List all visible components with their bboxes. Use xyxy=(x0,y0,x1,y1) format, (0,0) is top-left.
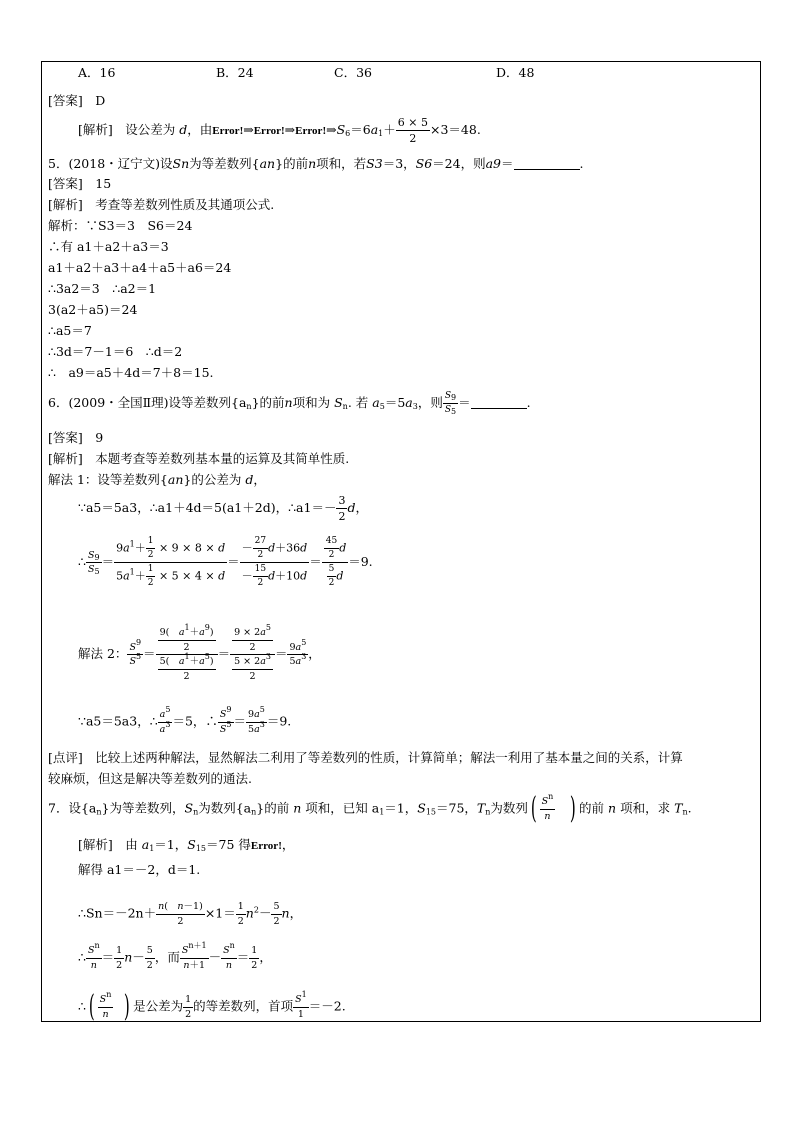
option-d: D．48 xyxy=(496,65,535,80)
q7-line5: ∴( $\frac{S^n}{n}$ ) 是公差为 $\frac{1}{2}$ 的等差数列，首项 $\frac{S^1}{1}$ ＝－2. xyxy=(78,989,346,1024)
option-a: A．16 xyxy=(78,65,116,80)
q7-line4: ∴ $\frac{S^n}{n}$ ＝ $\frac{1}{2}$ n－ $\frac{5}{2}$ ，而 $\frac{S^{n+1}}{n+1}$ － $\frac{S^n}{n}$ ＝ $\frac{1}{2}$ ， xyxy=(78,941,272,971)
q5-analysis: [解析] 考查等差数列性质及其通项公式. xyxy=(48,197,275,212)
q5-line: ∴a5＝7 xyxy=(48,323,92,338)
comment-line2: 较麻烦，但这是解决等差数列的通法. xyxy=(48,771,252,786)
q6-answer: [答案] 9 xyxy=(48,430,104,445)
q5-line: ∴3d＝7－1＝6 ∴d＝2 xyxy=(48,344,183,359)
q5-answer: [答案] 15 xyxy=(48,176,112,191)
answer-blank xyxy=(514,157,580,170)
q7-solve: 解得 a1＝－2，d＝1. xyxy=(78,862,201,877)
q7-analysis: [解析] 由 $a_1=1$，$S_{15}=75$ 得Error!， xyxy=(78,837,295,853)
q5-line: ∴有 a1＋a2＋a3＝3 xyxy=(48,239,169,254)
q6-analysis: [解析] 本题考查等差数列基本量的运算及其简单性质. xyxy=(48,451,350,466)
q4-analysis: [解析] 设公差为 d，由$Error!\Rightarrow Error!\Rightarrow Error!\Rightarrow S_6=6a_1+$ $\frac{6 \times 5}{2}$ ×3＝48. xyxy=(78,116,481,145)
q7-sn: ∴Sn＝－2n＋ $\frac{n( n-1)}{2}$ ×1＝ $\frac{1}{2}$ $n^2-$ $\frac{5}{2}$ n， xyxy=(78,901,303,927)
q5-line: 解析：∵S3＝3 S6＝24 xyxy=(48,218,193,233)
q4-answer: [答案] D xyxy=(48,93,106,108)
q6-stem: 6．(2009・全国Ⅱ理)设等差数列$\{a_n\}$的前n项和为 $S_n$. 若 $a_5=5a_3$，则 $\frac{S_9}{S_5}$ ＝ . xyxy=(48,391,531,416)
q5-line: ∴3a2＝3 ∴a2＝1 xyxy=(48,281,157,296)
q6-method2-because: ∵a5＝5a3，∴ $\frac{a^5}{a^3}$ ＝5，∴ $\frac{S^9}{S^5}$ ＝ $\frac{9a^5}{5a^3}$ ＝9. xyxy=(78,705,292,735)
q5-line: 3(a2＋a5)＝24 xyxy=(48,302,138,317)
q6-method1-because: ∵a5＝5a3，∴a1＋4d＝5(a1＋2d)，∴a1＝－ $\frac{3}{2}$ d， xyxy=(78,494,368,523)
option-c: C．36 xyxy=(334,65,372,80)
q6-method2-calc: 解法 2： $\frac{S^9}{S^5}$ ＝ $\frac{\frac{9( a^1+a^9)}{2}}{\frac{5( a^1+a^5)}{2}}$ ＝ $\frac{\frac{9 \times 2a^5}{2}}{\frac{5 \times 2a^3}{2}}$ ＝ $\frac{9a^5}{5a^3}$ ， xyxy=(78,623,321,682)
q5-line: a1＋a2＋a3＋a4＋a5＋a6＝24 xyxy=(48,260,232,275)
document-frame xyxy=(41,61,761,1022)
option-b: B．24 xyxy=(216,65,254,80)
q5-stem: 5．(2018・辽宁文)设Sn为等差数列{an}的前n项和，若S3＝3，S6＝24，则a9＝ . xyxy=(48,156,584,171)
q5-line: ∴ a9＝a5＋4d＝7＋8＝15. xyxy=(48,365,214,380)
q7-stem: 7．设$\{a_n\}$为等差数列，$S_n$为数列$\{a_n\}$的前 n 项和，已知 $a_1=1$，$S_{15}=75$，$T_n$为数列( $\frac{S^n}{n}$ ) 的前 n 项和，求 $T_n$. xyxy=(48,791,692,826)
comment-line1: [点评] 比较上述两种解法，显然解法二利用了等差数列的性质，计算简单；解法一利用了基本量之间的关系，计算 xyxy=(48,750,683,765)
q6-method1-label: 解法 1：设等差数列{an}的公差为 d， xyxy=(48,472,266,487)
q6-method1-calc: ∴ $\frac{S_9}{S_5}$ ＝ $9a^1+$ $\frac{1}{2}$ × 9 × 8 × d $5a^1+$ $\frac{1}{2}$ × 5 × 4 × d ＝ － $\frac{27}{2}$ d＋36d － $\frac{15}{2}$ d＋10d ＝ $\frac{45}{2}$ d $\frac{5}{2}$ d ＝9. xyxy=(78,536,373,588)
answer-blank xyxy=(471,396,527,409)
